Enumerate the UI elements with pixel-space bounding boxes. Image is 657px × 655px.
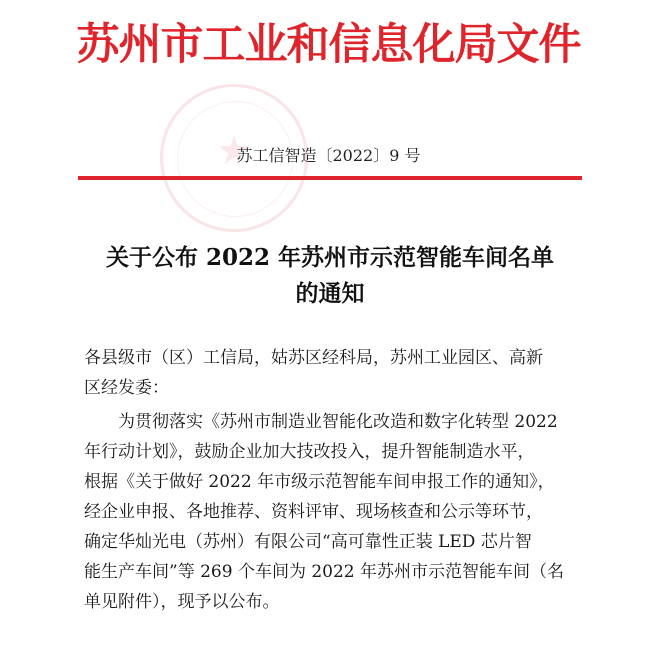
body-line: 为贯彻落实《苏州市制造业智能化改造和数字化转型 2022 <box>118 412 558 432</box>
notice-title-line: 的通知 <box>295 280 365 307</box>
body-line: 根据《关于做好 2022 年市级示范智能车间申报工作的通知》， <box>84 472 555 492</box>
body-paragraph <box>84 407 604 617</box>
body-line: 确定华灿光电（苏州）有限公司“高可靠性正装 LED 芯片智 <box>84 532 532 552</box>
salutation <box>84 343 604 403</box>
body-line: 经企业申报、各地推荐、资料评审、现场核查和公示等环节， <box>84 502 543 522</box>
notice-title-line: 关于公布 2022 年苏州市示范智能车间名单 <box>105 244 555 271</box>
document-number: 苏工信智造〔2022〕9 号 <box>236 146 421 165</box>
body-line: 能生产车间”等 269 个车间为 2022 年苏州市示范智能车间（名 <box>84 562 565 582</box>
salutation-line: 区经发委： <box>84 378 169 398</box>
body-line: 单见附件），现予以公布。 <box>84 592 280 612</box>
red-divider-line <box>78 176 582 180</box>
seal-star-icon: ★ <box>216 128 252 174</box>
notice-title <box>60 240 600 312</box>
body-line: 年行动计划》，鼓励企业加大技改投入，提升智能制造水平， <box>84 442 535 462</box>
salutation-line: 各县级市（区）工信局，姑苏区经科局，苏州工业园区、高新 <box>84 348 543 368</box>
document-header-title: 苏州市工业和信息化局文件 <box>76 20 581 70</box>
